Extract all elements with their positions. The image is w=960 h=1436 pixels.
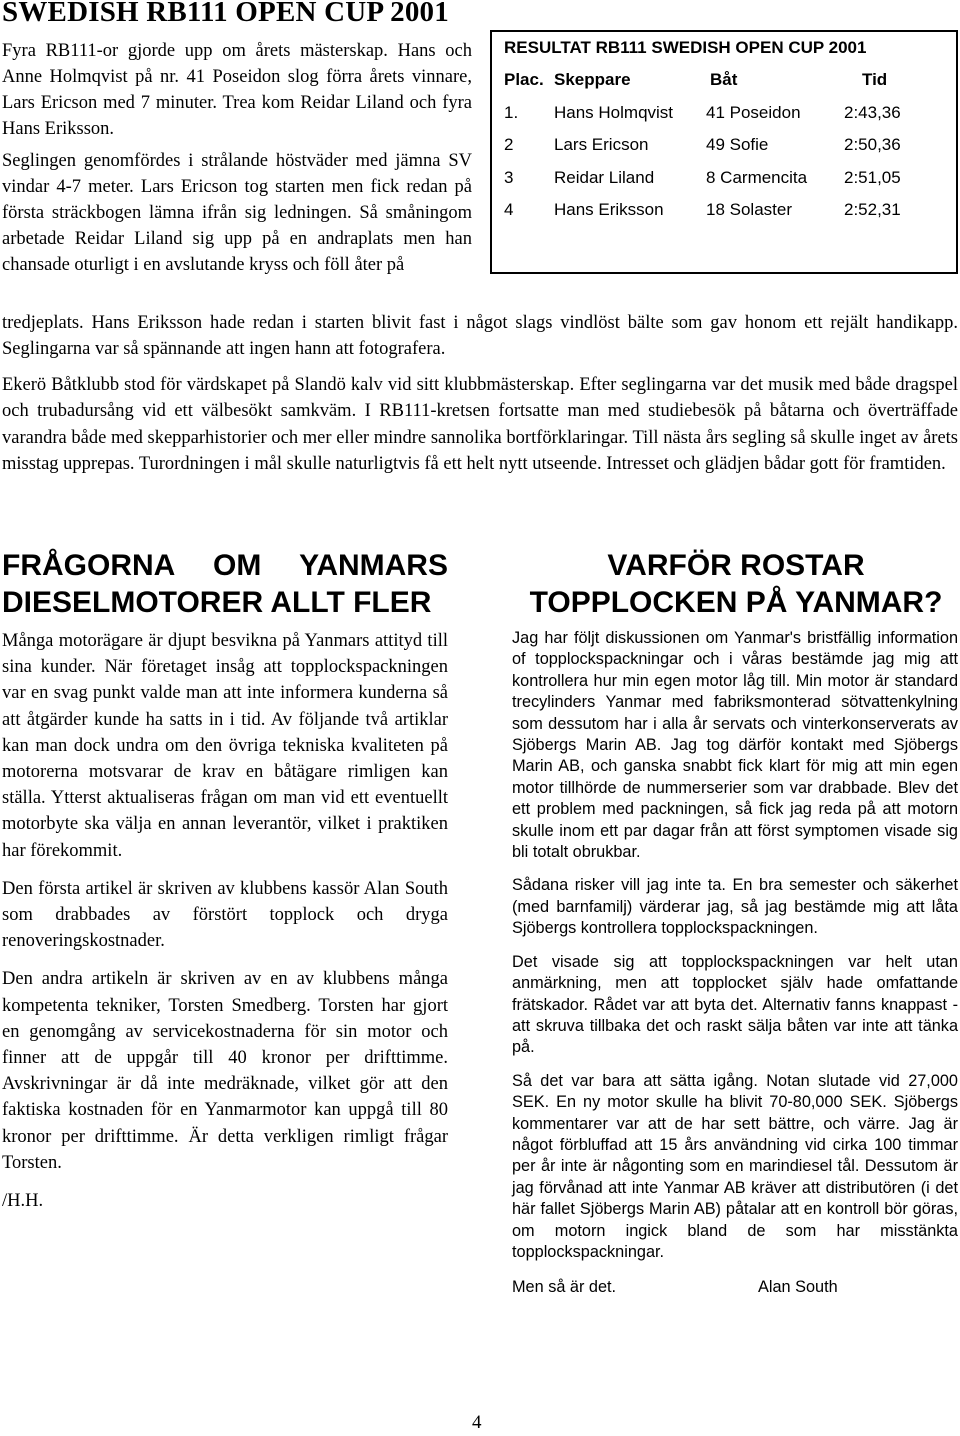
- column-header-skeppare: Skeppare: [554, 70, 631, 89]
- heading-word: OM: [213, 549, 262, 582]
- intro-paragraph-1: Fyra RB111-or gjorde upp om årets mästerskap. Hans och Anne Holmqvist på nr. 41 Poseidon slog förra årets vinnare, Lars Ericson med 7 minuter. Trea kom Reidar Liland och fyra Hans Eriksson.: [2, 41, 472, 139]
- article-paragraph: Så det var bara att sätta igång. Notan slutade vid 27,000 SEK. En ny motor skulle ha blivit 70-80,000 SEK. Sjöbergs kommentarer var att de har sett bättre, och värre. Jag är något förbluffad att 15 års användning vid cirka 100 timmar per år inte är någonting som en marindiesel tål. Dessutom är jag förvånad att inte Yanmar AB kräver att distributören (i det här fallet Sjöbergs Marin AB) påtalar att en kontroll bör göras, om motorn ingick bland de som har misstänkta topplockspackningar.: [512, 1071, 958, 1261]
- cell-bat: 8 Carmencita: [706, 167, 808, 187]
- intro-paragraph-2: Seglingen genomfördes i strålande höstväder med jämna SV vindar 4-7 meter. Lars Ericson tog starten men fick redan på första sträckbogen lämna ifrån sig ledningen. Så småningom arbetade Reidar Liland sig upp på en andraplats men han chansade oturligt i en avslutande kryss och föll åter på: [2, 151, 472, 275]
- table-row: [504, 168, 944, 201]
- intro-column: [2, 38, 472, 278]
- author-name: Alan South: [758, 1278, 838, 1297]
- heading-word: FRÅGORNA: [2, 549, 176, 582]
- cell-tid: 2:52,31: [844, 200, 901, 219]
- article-paragraph: Det visade sig att topplockspackningen var helt utan anmärkning, men att topplocket själv hade omfattande frätskador. Rådet var att byta det. Alternativ fanns knappast - att skruva tillbaka det och raskt sälja båten var inte att tänka på.: [512, 952, 958, 1057]
- cell-tid: 2:51,05: [844, 167, 901, 187]
- column-header-plac: Plac.: [504, 70, 544, 89]
- heading-line-2: DIESELMOTORER ALLT FLER: [2, 586, 432, 619]
- closing-line: [512, 1277, 958, 1299]
- cell-bat: 49 Sofie: [706, 135, 769, 154]
- signature: /H.H.: [2, 1191, 44, 1212]
- right-article-body: [512, 628, 958, 1299]
- cell-skeppare: Hans Holmqvist: [554, 102, 674, 122]
- table-row: [504, 103, 944, 136]
- heading-line-2: TOPPLOCKEN PÅ YANMAR?: [529, 586, 943, 619]
- article-paragraph: Jag har följt diskussionen om Yanmar's bristfällig information of topplockspackningar och i våras bestämde jag mig att kontrollera hur min egen motor låg till. Min motor är standard trecylinders Yanmar med fabriksmonterad sötvattenkylning som dessutom har i alla år servats och vinterkonserverats av Sjöbergs Marin AB. Jag tog därför kontakt med Sjöbergs Marin AB, och ganska snabbt fick klart för mig att min egen motor tillhörde de nummerserier som var drabbade. Blev det ett problem med packningen, så fick jag reda på att motorn skulle inom ett par dagar från att först symptomen visade sig bli totalt obrukbar.: [512, 629, 958, 862]
- cell-plac: 3: [504, 167, 514, 187]
- heading-line-1: VARFÖR ROSTAR: [607, 549, 865, 582]
- column-header-bat: Båt: [710, 70, 738, 89]
- results-table: [504, 70, 944, 233]
- article-paragraph: Sådana risker vill jag inte ta. En bra semester och säkerhet (med barnfamilj) värderar jag, så jag bestämde mig att låta Sjöbergs kontrollera topplockspackningen.: [512, 876, 958, 938]
- results-header-row: [504, 70, 944, 103]
- cell-skeppare: Hans Eriksson: [554, 200, 664, 219]
- article-paragraph: Många motorägare är djupt besvikna på Yanmars attityd till sina kunder. När företaget insåg att topplockspackningen var en svag punkt valde man att inte informera kunderna så att åtgärder kunde ha satts in i tid. Av följande två artiklar kan man dock undra om den övriga tekniska kvaliteten på motorerna motsvarar de krav en båtägare rimligen kan ställa. Ytterst aktualiseras frågan om man vid ett eventuellt motorbyte ska välja en annan leverantör, vilket i praktiken har förekommit.: [2, 631, 448, 861]
- cell-tid: 2:43,36: [844, 102, 901, 122]
- closing-text: Men så är det.: [512, 1278, 617, 1297]
- cell-bat: 18 Solaster: [706, 200, 792, 219]
- results-title: RESULTAT RB111 SWEDISH OPEN CUP 2001: [504, 38, 867, 57]
- cell-plac: 4: [504, 200, 514, 219]
- left-article-body: [2, 628, 448, 1214]
- right-article-heading: [500, 547, 960, 621]
- article-paragraph: Den första artikel är skriven av klubbens kassör Alan South som drabbades av förstört topplock och dryga renoveringskostnader.: [2, 878, 448, 952]
- table-row: [504, 135, 944, 168]
- cell-skeppare: Reidar Liland: [554, 167, 655, 187]
- column-header-tid: Tid: [862, 70, 888, 89]
- page-title: SWEDISH RB111 OPEN CUP 2001: [2, 0, 449, 28]
- left-article-heading: [2, 547, 448, 621]
- cell-plac: 2: [504, 135, 514, 154]
- cell-tid: 2:50,36: [844, 135, 901, 154]
- intro-paragraph-2-continued: tredjeplats. Hans Eriksson hade redan i starten blivit fast i något slags vindlöst bälte som gav honom ett rejält handikapp. Seglingarna var så spännande att ingen hann att fotografera.: [2, 313, 958, 359]
- heading-word: YANMARS: [299, 549, 448, 582]
- cell-bat: 41 Poseidon: [706, 102, 801, 122]
- article-paragraph: Den andra artikeln är skriven av en av klubbens många kompetenta tekniker, Torsten Smedberg. Torsten har gjort en genomgång av servicekostnaderna för sin motor och finner att de uppgår till 40 kronor per drifttimme. Avskrivningar är då inte medräknade, vilket gör att den faktiska kostnaden för en Yanmarmotor kan uppgå till 80 kronor per drifttimme. Är detta verkligen rimligt frågar Torsten.: [2, 969, 448, 1173]
- page-number: 4: [472, 1412, 482, 1433]
- cell-plac: 1.: [504, 102, 519, 122]
- cell-skeppare: Lars Ericson: [554, 135, 649, 154]
- intro-paragraph-3: Ekerö Båtklubb stod för värdskapet på Slandö kalv vid sitt klubbmästerskap. Efter seglingarna var det musik med både dragspel och trubadursång vid ett välbesökt samkväm. I RB111-kretsen fortsatte man med studiebesök på båtarna och överträffade varandra både med skepparhistorier och mer eller mindre sannolika bortförklaringar. Till nästa års segling så skulle inget av årets misstag upprepas. Turordningen i mål skulle naturligtvis få ett helt nytt utseende. Intresset och glädjen bådar gott för framtiden.: [2, 375, 958, 474]
- results-box: [490, 30, 958, 274]
- table-row: [504, 200, 944, 233]
